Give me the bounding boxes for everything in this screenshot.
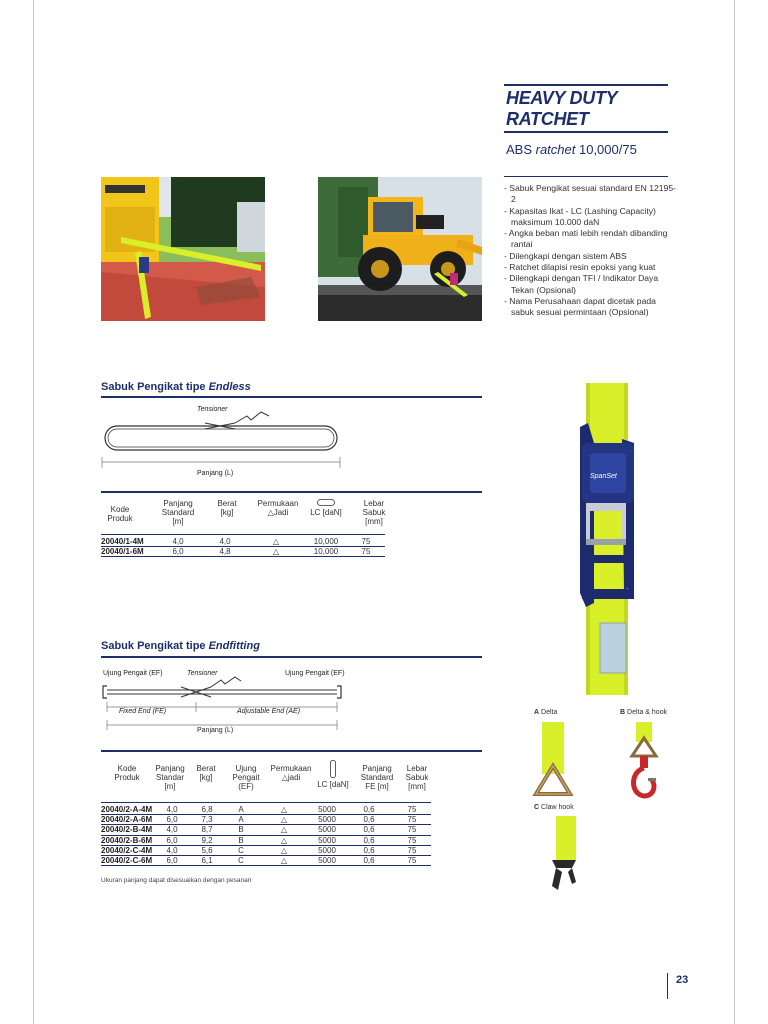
product-subtitle bbox=[506, 142, 637, 157]
title-rule-bottom bbox=[504, 131, 668, 133]
ef-header-lebar: Lebar Sabuk [mm] bbox=[405, 764, 429, 791]
feature-item: - Angka beban mati lebih rendah dibanding rantai bbox=[504, 228, 668, 250]
cell-ujung: A bbox=[238, 805, 244, 815]
cell-lebar: 75 bbox=[407, 835, 417, 845]
endfitting-title-italic: Endfitting bbox=[208, 640, 260, 652]
ef-length-label: Panjang (L) bbox=[197, 727, 234, 734]
cell-panjang: 6,0 bbox=[172, 547, 184, 557]
claw-hook-image bbox=[544, 816, 584, 892]
endless-title-rule bbox=[101, 396, 482, 398]
endless-section-title bbox=[101, 381, 251, 393]
delta-hook-image bbox=[622, 722, 666, 802]
cell-panjang: 4,0 bbox=[172, 537, 184, 547]
photo-strap-in-use bbox=[101, 177, 265, 321]
hook-c-label bbox=[534, 804, 574, 811]
table-row bbox=[101, 537, 385, 547]
cell-lebar: 75 bbox=[407, 805, 417, 815]
ratchet-brand-label: SpanSet bbox=[590, 473, 617, 480]
cell-permukaan: △ bbox=[272, 547, 280, 557]
cell-kode: 20040/2-B-6M bbox=[101, 835, 153, 845]
ef-header-ujung: Ujung Pengait (EF) bbox=[232, 764, 260, 791]
endfitting-table-rule-top bbox=[101, 750, 482, 752]
cell-berat: 6,1 bbox=[201, 856, 213, 866]
cell-lebar: 75 bbox=[361, 547, 371, 557]
feature-item: - Ratchet dilapisi resin epoksi yang kuat bbox=[504, 262, 656, 273]
feature-item: - Sabuk Pengikat sesuai standard EN 12195-2 bbox=[504, 183, 676, 205]
cell-lc: 10,000 bbox=[313, 547, 339, 557]
table-row bbox=[101, 855, 431, 865]
cell-berat: 9,2 bbox=[201, 835, 213, 845]
cell-panjang-fe: 0,6 bbox=[363, 845, 375, 855]
feature-list bbox=[504, 183, 676, 319]
cell-panjang: 6,0 bbox=[166, 815, 178, 825]
lc-vertical-symbol-icon bbox=[330, 760, 336, 778]
cell-panjang-fe: 0,6 bbox=[363, 815, 375, 825]
hook-c-letter: C bbox=[534, 804, 540, 811]
ef-right-label: Ujung Pengait (EF) bbox=[285, 670, 345, 677]
hook-b-name: Delta & hook bbox=[625, 709, 668, 716]
cell-permukaan: △ bbox=[280, 845, 288, 855]
cell-berat: 4,0 bbox=[219, 537, 231, 547]
cell-berat: 4,8 bbox=[219, 547, 231, 557]
product-title-line2: RATCHET bbox=[506, 109, 589, 129]
photo-strap-in-use-graphic bbox=[101, 177, 265, 321]
endless-header-kode: Kode Produk bbox=[107, 505, 133, 523]
table-row bbox=[101, 825, 431, 835]
cell-kode: 20040/1-6M bbox=[101, 547, 144, 557]
cell-lc: 5000 bbox=[318, 805, 336, 815]
subtitle-prefix: ABS bbox=[506, 142, 536, 157]
ratchet-graphic bbox=[564, 383, 644, 695]
cell-kode: 20040/2-B-4M bbox=[101, 825, 153, 835]
endfitting-table bbox=[101, 805, 431, 866]
ef-header-berat: Berat [kg] bbox=[196, 764, 216, 782]
cell-permukaan: △ bbox=[272, 537, 280, 547]
cell-panjang: 4,0 bbox=[166, 805, 178, 815]
cell-lebar: 75 bbox=[407, 845, 417, 855]
ef-header-kode: Kode Produk bbox=[114, 764, 140, 782]
endfitting-section-title bbox=[101, 640, 260, 652]
endless-header-rule bbox=[101, 534, 385, 535]
endless-header-panjang: Panjang Standard [m] bbox=[161, 499, 195, 526]
endfitting-diagram bbox=[101, 668, 347, 740]
cell-ujung: C bbox=[238, 856, 244, 866]
table-row bbox=[101, 815, 431, 825]
cell-lc: 5000 bbox=[318, 815, 336, 825]
endless-table bbox=[101, 537, 385, 557]
delta-hook-icon bbox=[622, 722, 666, 802]
endfitting-title-prefix: Sabuk Pengikat tipe bbox=[101, 640, 209, 652]
cell-lc: 5000 bbox=[318, 845, 336, 855]
feature-item: - Dilengkapi dengan sistem ABS bbox=[504, 250, 627, 261]
table-row bbox=[101, 835, 431, 845]
cell-panjang-fe: 0,6 bbox=[363, 856, 375, 866]
endless-title-prefix: Sabuk Pengikat tipe bbox=[101, 381, 209, 393]
endless-header-berat: Berat [kg] bbox=[217, 499, 237, 517]
ef-header-panjang: Panjang Standar [m] bbox=[155, 764, 185, 791]
subtitle-suffix: 10,000/75 bbox=[575, 142, 637, 157]
endless-table-rule-top bbox=[101, 491, 482, 493]
ratchet-product-image bbox=[564, 383, 644, 695]
cell-lc: 5000 bbox=[318, 835, 336, 845]
hook-a-label bbox=[534, 709, 557, 716]
cell-berat: 7,3 bbox=[201, 815, 213, 825]
cell-permukaan: △ bbox=[280, 825, 288, 835]
endless-length-label: Panjang (L) bbox=[197, 470, 234, 477]
delta-ring-icon bbox=[528, 722, 578, 800]
ef-header-rule bbox=[101, 802, 431, 803]
hook-b-letter: B bbox=[620, 709, 626, 716]
table-row bbox=[101, 805, 431, 815]
cell-ujung: B bbox=[238, 835, 244, 845]
endfitting-title-rule bbox=[101, 656, 482, 658]
photo-loader-graphic bbox=[318, 177, 482, 321]
hook-a-name: Delta bbox=[539, 709, 558, 716]
endless-header-permukaan: Permukaan △Jadi bbox=[257, 499, 299, 517]
cell-kode: 20040/1-4M bbox=[101, 537, 144, 547]
cell-permukaan: △ bbox=[280, 835, 288, 845]
cell-lc: 5000 bbox=[318, 856, 336, 866]
product-title-line1: HEAVY DUTY bbox=[506, 88, 618, 108]
endfitting-footnote: Ukuran panjang dapat disesuaikan dengan pesanan bbox=[101, 877, 252, 884]
cell-lebar: 75 bbox=[407, 815, 417, 825]
cell-berat: 5,6 bbox=[201, 845, 213, 855]
cell-panjang: 4,0 bbox=[166, 825, 178, 835]
cell-ujung: A bbox=[238, 815, 244, 825]
cell-panjang: 6,0 bbox=[166, 835, 178, 845]
product-title bbox=[506, 88, 617, 130]
cell-panjang-fe: 0,6 bbox=[363, 825, 375, 835]
cell-lebar: 75 bbox=[361, 537, 371, 547]
table-row bbox=[101, 845, 431, 855]
cell-lc: 10,000 bbox=[313, 537, 339, 547]
delta-ring-image bbox=[528, 722, 578, 800]
cell-lebar: 75 bbox=[407, 856, 417, 866]
adjustable-end-label: Adjustable End (AE) bbox=[237, 708, 301, 715]
cell-lc: 5000 bbox=[318, 825, 336, 835]
ef-header-panjang-fe: Panjang Standard FE [m] bbox=[360, 764, 394, 791]
fixed-end-label: Fixed End (FE) bbox=[119, 708, 167, 715]
cell-ujung: C bbox=[238, 845, 244, 855]
cell-permukaan: △ bbox=[280, 856, 288, 866]
endless-diagram bbox=[101, 402, 341, 482]
subtitle-rule bbox=[504, 176, 668, 177]
endless-title-italic: Endless bbox=[208, 381, 251, 393]
lc-symbol-icon bbox=[317, 499, 335, 506]
cell-berat: 6,8 bbox=[201, 805, 213, 815]
cell-panjang: 6,0 bbox=[166, 856, 178, 866]
ef-left-label: Ujung Pengait (EF) bbox=[103, 670, 163, 677]
page-number: 23 bbox=[676, 974, 689, 986]
claw-hook-icon bbox=[544, 816, 584, 892]
cell-panjang-fe: 0,6 bbox=[363, 835, 375, 845]
endless-header-lc: LC [daN] bbox=[306, 499, 346, 517]
hook-c-name: Claw hook bbox=[539, 804, 574, 811]
feature-item: - Kapasitas Ikat - LC (Lashing Capacity) maksimum 10.000 daN bbox=[504, 205, 656, 227]
table-row bbox=[101, 547, 385, 557]
cell-permukaan: △ bbox=[280, 815, 288, 825]
photo-loader-on-trailer bbox=[318, 177, 482, 321]
endless-header-lebar: Lebar Sabuk [mm] bbox=[362, 499, 386, 526]
cell-panjang: 4,0 bbox=[166, 845, 178, 855]
cell-kode: 20040/2-A-6M bbox=[101, 815, 153, 825]
cell-permukaan: △ bbox=[280, 805, 288, 815]
cell-kode: 20040/2-C-4M bbox=[101, 845, 153, 855]
title-rule-top bbox=[504, 84, 668, 86]
hook-b-label bbox=[620, 709, 667, 716]
hook-a-letter: A bbox=[534, 709, 540, 716]
subtitle-italic: ratchet bbox=[535, 142, 576, 157]
ef-tensioner-label: Tensioner bbox=[187, 670, 218, 677]
cell-panjang-fe: 0,6 bbox=[363, 805, 375, 815]
feature-item: - Dilengkapi dengan TFI / Indikator Daya Tekan (Opsional) bbox=[504, 273, 659, 295]
endless-tensioner-label: Tensioner bbox=[197, 406, 228, 413]
ef-header-permukaan: Permukaan △jadi bbox=[270, 764, 312, 782]
feature-item: - Nama Perusahaan dapat dicetak pada sabuk sesuai permintaan (Opsional) bbox=[504, 295, 656, 318]
ef-header-lc: LC [daN] bbox=[316, 760, 350, 789]
cell-ujung: B bbox=[238, 825, 244, 835]
cell-berat: 8,7 bbox=[201, 825, 213, 835]
cell-kode: 20040/2-A-4M bbox=[101, 805, 153, 815]
page-number-rule bbox=[667, 973, 668, 999]
cell-lebar: 75 bbox=[407, 825, 417, 835]
cell-kode: 20040/2-C-6M bbox=[101, 856, 153, 866]
